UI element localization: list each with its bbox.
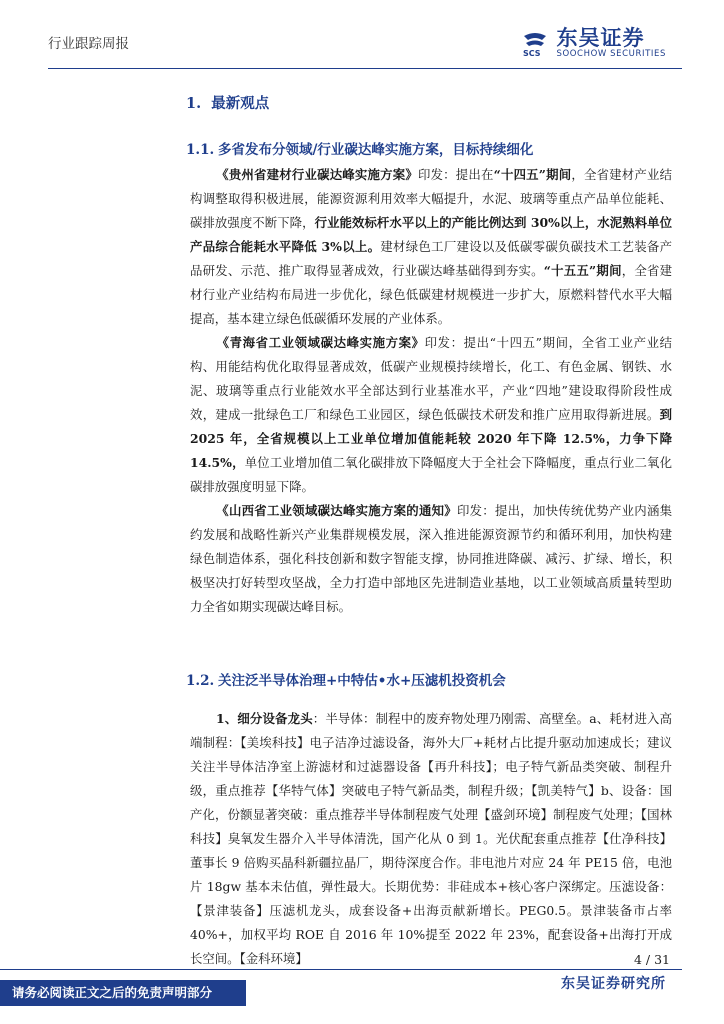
paragraph-guizhou: 《贵州省建材行业碳达峰实施方案》印发：提出在“十四五”期间，全省建材产业结构调整取得积极进展，能源资源利用效率大幅提升，水泥、玻璃等重点产品单位能耗、碳排放强度不断下降，行业能效标杆水平以上的产能比例达到 30%以上，水泥熟料单位产品综合能耗水平降低 3%以上。建材绿色工厂建设以及低碳零碳负碳技术工艺装备产品研发、示范、推广取得显著成效，行业碳达峰基础得到夯实。“十五五”期间，全省建材行业产业结构布局进一步优化，绿色低碳建材规模进一步扩大，原燃料替代水平大幅提高，基本建立绿色低碳循环发展的产业体系。	[190, 167, 673, 326]
header-divider	[48, 68, 682, 69]
subsection-heading-1-2: 1.2. 关注泛半导体治理+中特估•水+压滤机投资机会	[186, 673, 506, 689]
soochow-logo-icon	[520, 28, 550, 58]
svg-text:SCS: SCS	[523, 49, 542, 58]
report-type-label: 行业跟踪周报	[48, 36, 129, 52]
logo-english-name: SOOCHOW SECURITIES	[556, 49, 666, 59]
subsection-heading-1-1: 1.1. 多省发布分领域/行业碳达峰实施方案，目标持续细化	[186, 142, 534, 158]
research-institute-name: 东吴证券研究所	[561, 976, 666, 992]
page-number: 4 / 31	[633, 952, 670, 967]
company-logo	[520, 26, 666, 60]
footer-divider	[0, 969, 682, 970]
paragraph-qinghai: 《青海省工业领域碳达峰实施方案》印发：提出“十四五”期间，全省工业产业结构、用能结构优化取得显著成效，低碳产业规模持续增长，化工、有色金属、钢铁、水泥、玻璃等重点行业能效水平全部达到行业基准水平，产业“四地”建设取得阶段性成效，建成一批绿色工厂和绿色工业园区，绿色低碳技术研发和推广应用取得新进展。到 2025 年，全省规模以上工业单位增加值能耗较 2020 年下降 12.5%，力争下降 14.5%，单位工业增加值二氧化碳排放下降幅度大于全社会下降幅度，重点行业二氧化碳排放强度明显下降。	[190, 335, 673, 494]
logo-chinese-name: 东吴证券	[556, 26, 645, 50]
section-heading: 1. 最新观点	[186, 95, 270, 112]
disclaimer-banner: 请务必阅读正文之后的免责声明部分	[0, 980, 246, 1006]
paragraph-shanxi: 《山西省工业领域碳达峰实施方案的通知》印发：提出，加快传统优势产业内涵集约发展和战略性新兴产业集群规模发展，深入推进能源资源节约和循环利用，加快构建绿色制造体系，强化科技创新和数字智能支撑，协同推进降碳、减污、扩绿、增长，积极坚决打好转型攻坚战，全力打造中部地区先进制造业基地，以工业领域高质量转型助力全省如期实现碳达峰目标。	[190, 503, 673, 614]
paragraph-equipment-leaders: 1、细分设备龙头：半导体：制程中的废弃物处理乃刚需、高壁垒。a、耗材进入高端制程：【美埃科技】电子洁净过滤设备，海外大厂+耗材占比提升驱动加速成长；建议关注半导体洁净室上游滤材和过滤器设备【再升科技】；电子特气新品类突破、制程升级，重点推荐【华特气体】突破电子特气新品类，制程升级；【凯美特气】b、设备：国产化，份额显著突破：重点推荐半导体制程废气处理【盛剑环境】制程废气处理；【国林科技】臭氧发生器介入半导体清洗，国产化从 0 到 1。光伏配套重点推荐【仕净科技】董事长 9 倍购买晶科新疆拉晶厂，期待深度合作。非电池片对应 24 年 PE15 倍，电池片 18gw 基本未估值，弹性最大。长期优势：非硅成本+核心客户深绑定。压滤设备：【景津装备】压滤机龙头，成套设备+出海贡献新增长。PEG0.5。景津装备市占率 40%+，加权平均 ROE 自 2016 年 10%提至 2022 年 23%，配套设备+出海打开成长空间。【金科环境】	[190, 711, 672, 966]
